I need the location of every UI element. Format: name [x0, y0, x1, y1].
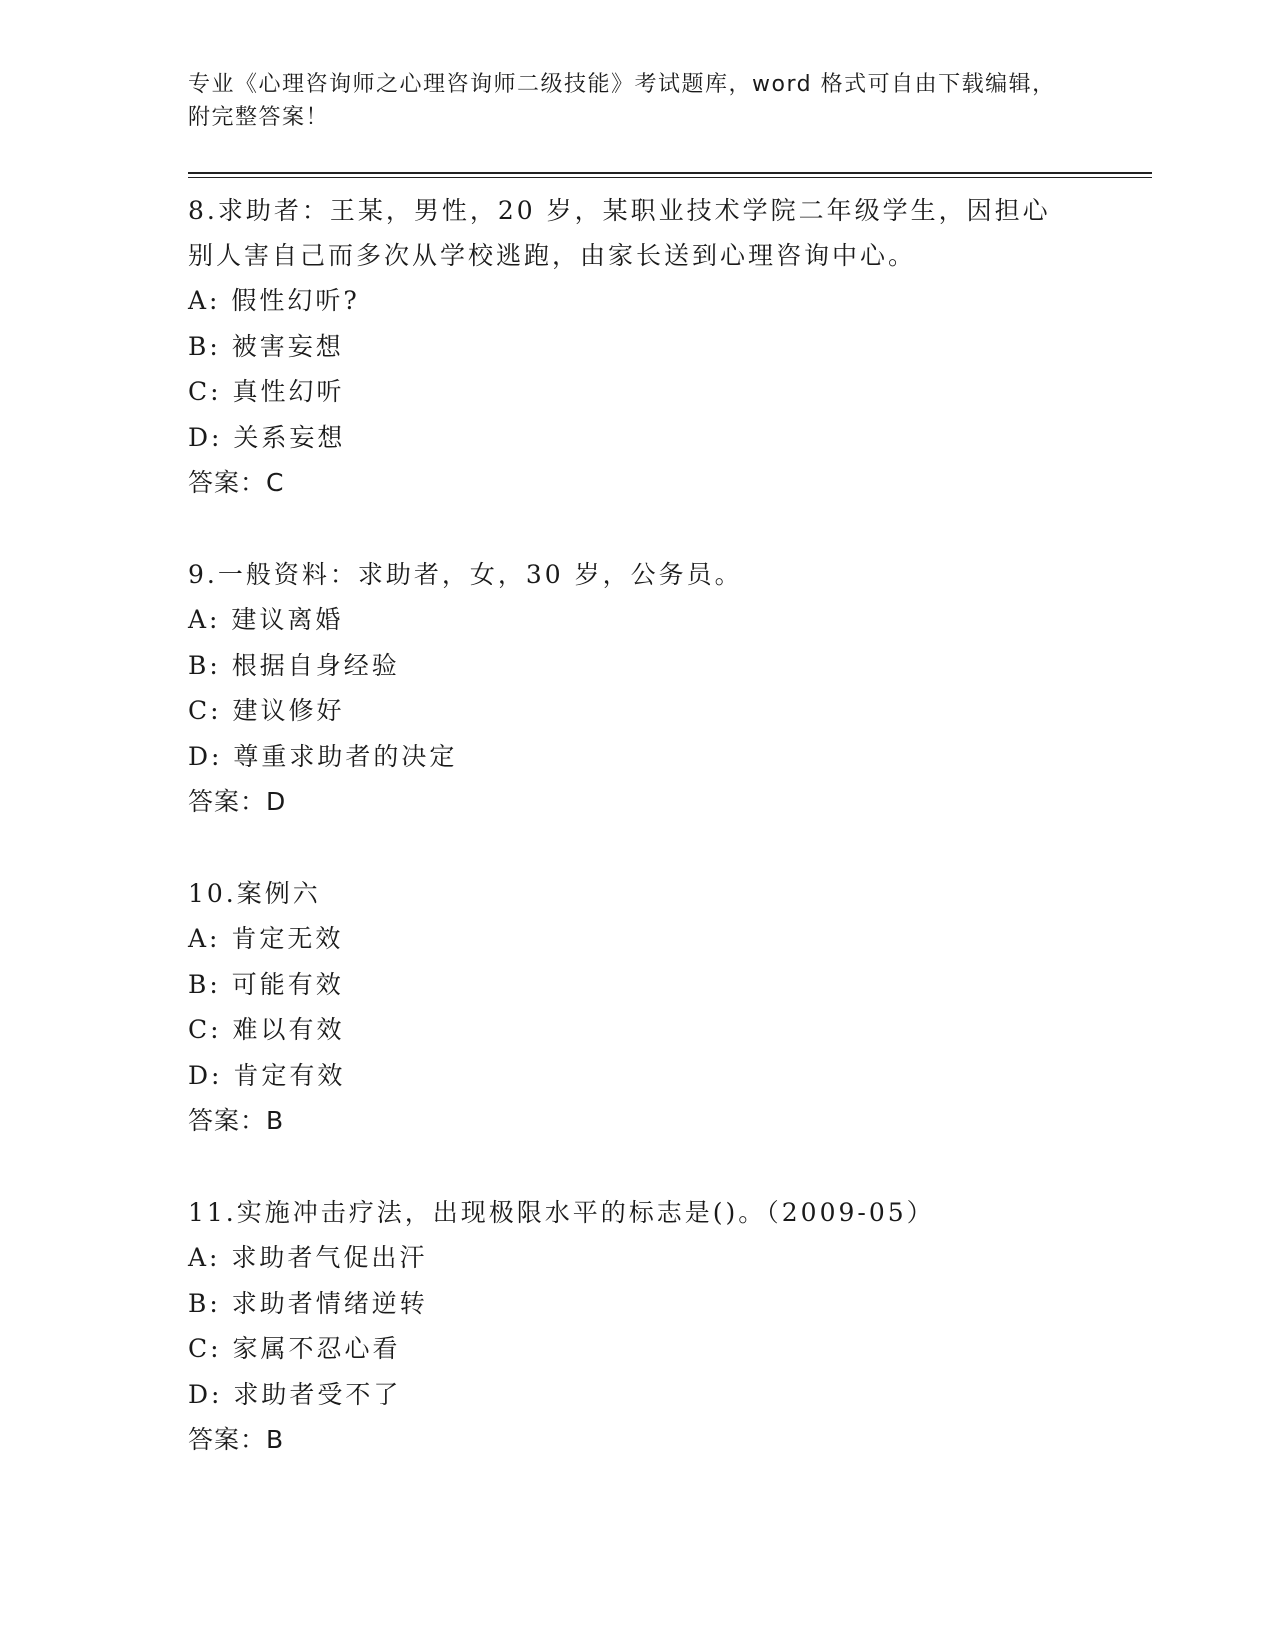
- answer-label: 答案：D: [188, 787, 287, 816]
- header-divider: [188, 172, 1152, 178]
- question-stem: 10.案例六: [188, 879, 321, 908]
- question-stem: 8.求助者：王某，男性，20 岁，某职业技术学院二年级学生，因担心别人害自己而多次从学校逃跑，由家长送到心理咨询中心。: [188, 196, 1051, 270]
- option-d: D: 关系妄想: [188, 422, 346, 452]
- answer-label: 答案：B: [188, 1106, 285, 1135]
- question-stem: 9.一般资料：求助者，女，30 岁，公务员。: [188, 560, 743, 589]
- option-a: A: 肯定无效: [188, 924, 344, 953]
- question-11: [188, 1190, 1152, 1463]
- option-b: B: 根据自身经验: [188, 650, 400, 680]
- option-b: B: 被害妄想: [188, 331, 344, 361]
- option-c: C: 真性幻听: [188, 377, 345, 406]
- answer-label: 答案：C: [188, 468, 285, 497]
- option-c: C: 家属不忍心看: [188, 1334, 401, 1363]
- question-10: [188, 871, 1152, 1144]
- question-stem: 11.实施冲击疗法，出现极限水平的标志是()。（2009-05）: [188, 1198, 935, 1227]
- option-d: D: 求助者受不了: [188, 1379, 402, 1409]
- question-8: [188, 188, 1152, 506]
- document-header: 专业《心理咨询师之心理咨询师二级技能》考试题库，word 格式可自由下载编辑，附完整答案！: [188, 72, 1056, 130]
- option-a: A: 建议离婚: [188, 605, 344, 634]
- answer-label: 答案：B: [188, 1425, 285, 1454]
- option-c: C: 建议修好: [188, 696, 345, 725]
- option-d: D: 肯定有效: [188, 1060, 346, 1090]
- option-a: A: 求助者气促出汗: [188, 1243, 428, 1272]
- option-b: B: 求助者情绪逆转: [188, 1288, 428, 1318]
- option-d: D: 尊重求助者的决定: [188, 741, 458, 771]
- option-b: B: 可能有效: [188, 969, 344, 999]
- question-9: [188, 552, 1152, 825]
- document-page: [188, 68, 1152, 1463]
- option-c: C: 难以有效: [188, 1015, 345, 1044]
- option-a: A: 假性幻听?: [188, 286, 360, 315]
